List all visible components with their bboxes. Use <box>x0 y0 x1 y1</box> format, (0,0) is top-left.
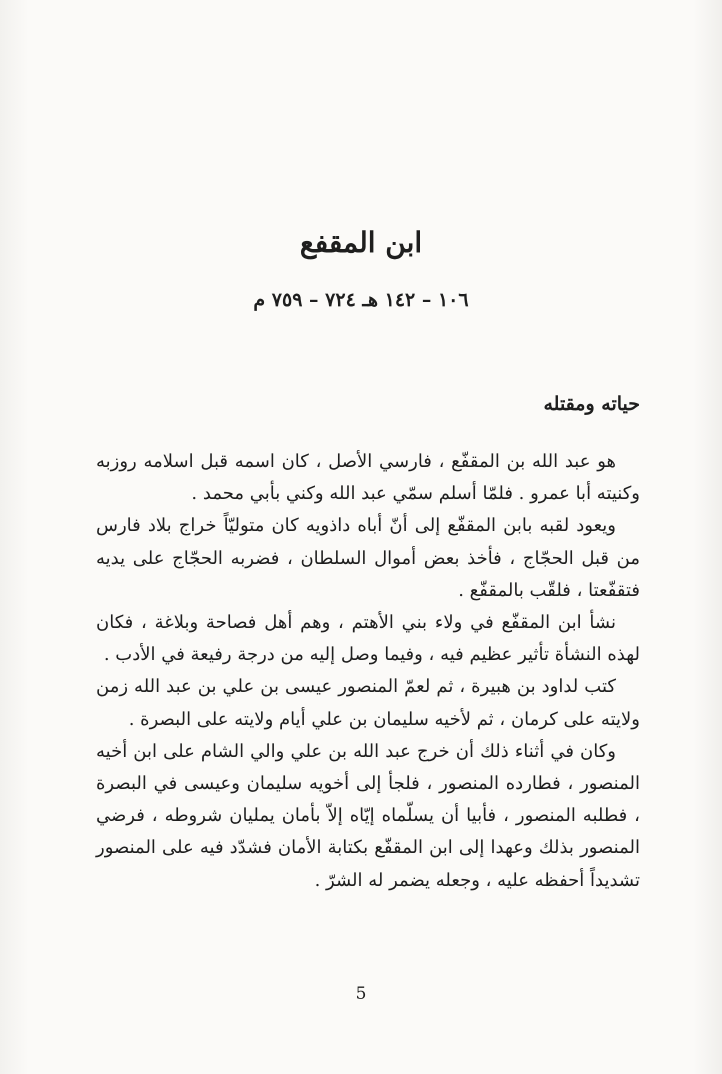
paragraph: هو عبد الله بن المقفّع ، فارسي الأصل ، كان اسمه قبل اسلامه روزبه وكنيته أبا عمرو . فلمّا أسلم سمّي عبد الله وكني بأبي محمد . <box>96 451 640 505</box>
paragraph: وكان في أثناء ذلك أن خرج عبد الله بن علي والي الشام على ابن أخيه المنصور ، فطارده المنصور ، فلجأ إلى أخويه سليمان وعيسى في البصرة ، فطلبه المنصور ، فأبيا أن يسلّماه إيّاه إلاّ بأمان يمليان شروطه ، فرضي المنصور بذلك وعهدا إلى ابن المقفّع بكتابة الأمان فشدّد فيه على المنصور تشديداً أحفظه عليه ، وجعله يضمر له الشرّ . <box>96 740 640 891</box>
paragraph: كتب لداود بن هبيرة ، ثم لعمّ المنصور عيسى بن علي بن عبد الله زمن ولايته على كرمان ، ثم لأخيه سليمان بن علي أيام ولايته على البصرة . <box>96 676 640 730</box>
chapter-dates: ١٠٦ – ١٤٢ هـ ٧٢٤ – ٧٥٩ م <box>253 289 469 311</box>
paragraph: ويعود لقبه بابن المقفّع إلى أنّ أباه داذويه كان متوليّاً خراج بلاد فارس من قبل الحجّاج ، فأخذ بعض أموال السلطان ، فضربه الحجّاج على يديه فتقفّعتا ، فلقّب بالمقفّع . <box>96 515 640 601</box>
section-heading: حياته ومقتله <box>543 393 640 415</box>
paragraph: نشأ ابن المقفّع في ولاء بني الأهتم ، وهم أهل فصاحة وبلاغة ، فكان لهذه النشأة تأثير عظيم فيه ، وفيما وصل إليه من درجة رفيعة في الأدب . <box>96 612 640 666</box>
page-number: 5 <box>355 984 367 1004</box>
chapter-title: ابن المقفع <box>299 226 423 259</box>
body-text <box>96 446 640 897</box>
